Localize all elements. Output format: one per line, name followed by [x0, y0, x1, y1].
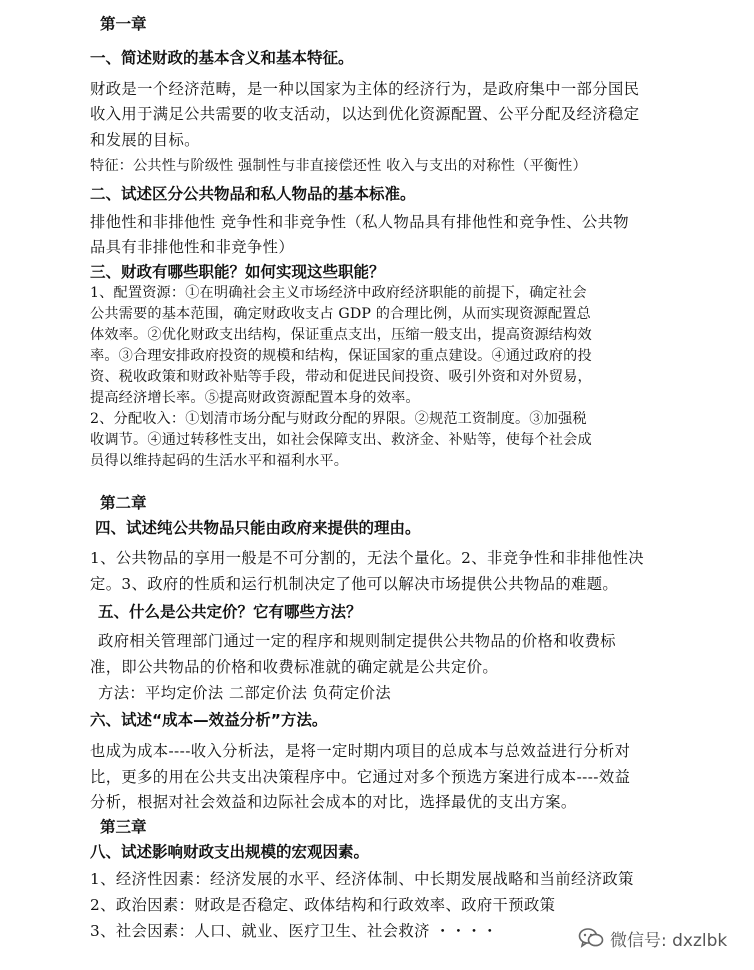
text-line: 政府相关管理部门通过一定的程序和规则制定提供公共物品的价格和收费标: [98, 632, 616, 650]
text-line: 员得以维持起码的生活水平和福利水平。: [90, 453, 349, 469]
text-line: 率。③合理安排政府投资的规模和结构，保证国家的重点建设。④通过政府的投: [90, 348, 592, 364]
text-line: 提高经济增长率。⑤提高财政资源配置本身的效率。: [90, 390, 420, 406]
text-line: 3、社会因素：人口、就业、医疗卫生、社会救济 ・・・・: [90, 922, 498, 940]
text-line: 比，更多的用在公共支出决策程序中。它通过对多个预选方案进行成本----效益: [90, 768, 631, 786]
text-line: 1、经济性因素：经济发展的水平、经济体制、中长期发展战略和当前经济政策: [90, 870, 634, 888]
text-line: 财政是一个经济范畴，是一种以国家为主体的经济行为，是政府集中一部分国民: [90, 80, 640, 98]
text-line: 准，即公共物品的价格和收费标准就的确定就是公共定价。: [90, 658, 499, 676]
text-line: 1、配置资源：①在明确社会主义市场经济中政府经济职能的前提下，确定社会: [90, 285, 587, 301]
text-line: 2、政治因素：财政是否稳定、政体结构和行政效率、政府干预政策: [90, 896, 556, 914]
text-line: 1、公共物品的享用一般是不可分割的，无法个量化。2、非竞争性和非排他性决: [90, 549, 644, 567]
text-line: 公共需要的基本范围，确定财政收支占 GDP 的合理比例，从而实现资源配置总: [90, 306, 591, 322]
watermark: [578, 924, 727, 952]
heading-line: 五、什么是公共定价？它有哪些方法？: [98, 603, 362, 621]
text-line: 2、分配收入：①划清市场分配与财政分配的界限。②规范工资制度。③加强税: [90, 411, 587, 427]
text-line: 排他性和非排他性 竞争性和非竞争性（私人物品具有排他性和竞争性、公共物: [90, 213, 629, 231]
heading-line: 八、试述影响财政支出规模的宏观因素。: [90, 843, 370, 861]
text-line: 也成为成本----收入分析法，是将一定时期内项目的总成本与总效益进行分析对: [90, 742, 631, 760]
text-line: 收调节。④通过转移性支出，如社会保障支出、救济金、补贴等，使每个社会成: [90, 432, 592, 448]
heading-line: 四、试述纯公共物品只能由政府来提供的理由。: [95, 519, 421, 537]
heading-line: 六、试述“成本—效益分析”方法。: [90, 711, 328, 729]
text-line: 体效率。②优化财政支出结构，保证重点支出，压缩一般支出，提高资源结构效: [90, 327, 592, 343]
text-line: 分析，根据对社会效益和边际社会成本的对比，选择最优的支出方案。: [90, 793, 577, 811]
heading-line: 第二章: [100, 494, 147, 512]
wechat-icon: [578, 927, 604, 949]
heading-line: 二、试述区分公共物品和私人物品的基本标准。: [90, 185, 416, 203]
text-line: 方法：平均定价法 二部定价法 负荷定价法: [98, 684, 392, 702]
text-line: 资、税收政策和财政补贴等手段，带动和促进民间投资、吸引外资和对外贸易，: [90, 369, 592, 385]
heading-line: 三、财政有哪些职能？如何实现这些职能？: [90, 263, 385, 281]
heading-line: 第一章: [100, 15, 147, 33]
text-line: 收入用于满足公共需要的收支活动，以达到优化资源配置、公平分配及经济稳定: [90, 105, 640, 123]
heading-line: 一、简述财政的基本含义和基本特征。: [90, 49, 354, 67]
watermark-text: 微信号: dxzlbk: [610, 930, 728, 951]
heading-line: 第三章: [100, 818, 147, 836]
text-line: 品具有非排他性和非竞争性）: [90, 238, 295, 256]
text-line: 定。3、政府的性质和运行机制决定了他可以解决市场提供公共物品的难题。: [90, 575, 619, 593]
text-line: 和发展的目标。: [90, 131, 200, 149]
text-line: 特征：公共性与阶级性 强制性与非直接偿还性 收入与支出的对称性（平衡性）: [90, 158, 587, 174]
